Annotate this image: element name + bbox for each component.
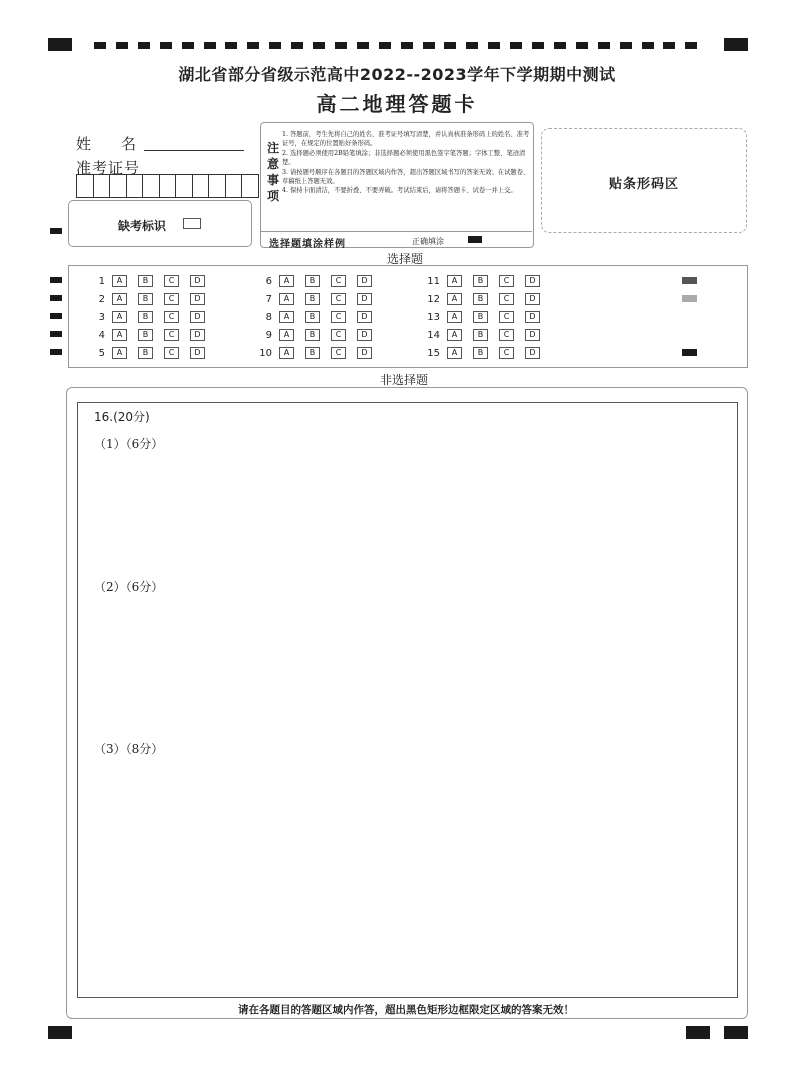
- exam-id-label: 准考证号: [76, 159, 141, 177]
- choice-question-row: [85, 310, 216, 324]
- nonchoice-section-title: 非选择题: [380, 373, 429, 387]
- absent-checkbox[interactable]: [183, 218, 201, 229]
- answer-bubble-b[interactable]: B: [305, 329, 320, 341]
- answer-bubble-a[interactable]: A: [112, 347, 127, 359]
- absent-label: 缺考标识: [118, 219, 167, 233]
- exam-id-cell[interactable]: [226, 175, 243, 197]
- answer-bubble-d[interactable]: D: [190, 329, 205, 341]
- name-field[interactable]: [144, 150, 244, 151]
- exam-id-cell[interactable]: [143, 175, 160, 197]
- sub-question-label: （2）（6分）: [94, 580, 164, 594]
- timing-dash: [225, 42, 237, 49]
- question-number: 11: [427, 275, 440, 287]
- timing-dash: [313, 42, 325, 49]
- timing-dash: [182, 42, 194, 49]
- answer-bubble-a[interactable]: A: [447, 347, 462, 359]
- choice-question-row: [252, 346, 383, 360]
- answer-bubble-b[interactable]: B: [138, 275, 153, 287]
- exam-id-cell[interactable]: [160, 175, 177, 197]
- choice-question-row: [252, 328, 383, 342]
- answer-bubble-a[interactable]: A: [279, 329, 294, 341]
- grey-mark: [682, 277, 697, 284]
- choice-question-row: [420, 328, 551, 342]
- answer-bubble-b[interactable]: B: [305, 293, 320, 305]
- question-number: 12: [427, 293, 440, 305]
- notice-item: 1. 答题前，考生先将自己的姓名、准考证号填写清楚，并认真核准条形码上的姓名、准考证号，在规定的位置贴好条形码。: [282, 131, 530, 148]
- exam-id-cell[interactable]: [127, 175, 144, 197]
- timing-dash: [291, 42, 303, 49]
- question-number: 5: [98, 347, 105, 359]
- timing-dash: [379, 42, 391, 49]
- notice-item: 4. 保持卡面清洁，不要折叠、不要弄破。考试结束后，请将答题卡、试卷一并上交。: [282, 187, 517, 195]
- answer-bubble-b[interactable]: B: [138, 311, 153, 323]
- choice-question-row: [85, 328, 216, 342]
- grey-mark-light: [682, 295, 697, 302]
- timing-dash: [488, 42, 500, 49]
- choice-question-row: [85, 274, 216, 288]
- answer-bubble-d[interactable]: D: [190, 275, 205, 287]
- question-number: 6: [265, 275, 272, 287]
- answer-bubble-a[interactable]: A: [112, 293, 127, 305]
- choice-question-row: [252, 274, 383, 288]
- timing-dash: [642, 42, 654, 49]
- notice-items: [282, 130, 530, 196]
- exam-id-grid[interactable]: [76, 174, 259, 198]
- timing-dash: [576, 42, 588, 49]
- timing-dash: [598, 42, 610, 49]
- notice-divider: [261, 231, 532, 232]
- answer-bubble-d[interactable]: D: [525, 329, 540, 341]
- question-number: 9: [265, 329, 272, 341]
- answer-bubble-d[interactable]: D: [525, 347, 540, 359]
- timing-dash: [620, 42, 632, 49]
- timing-dash: [423, 42, 435, 49]
- timing-dash: [401, 42, 413, 49]
- timing-dash: [554, 42, 566, 49]
- answer-bubble-b[interactable]: B: [473, 329, 488, 341]
- choice-question-row: [420, 292, 551, 306]
- answer-bubble-d[interactable]: D: [190, 311, 205, 323]
- exam-id-cell[interactable]: [209, 175, 226, 197]
- exam-id-cell[interactable]: [176, 175, 193, 197]
- choice-question-row: [85, 292, 216, 306]
- timing-mark-top-left: [48, 38, 72, 51]
- choice-question-row: [252, 310, 383, 324]
- timing-dash: [269, 42, 281, 49]
- answer-bubble-b[interactable]: B: [473, 293, 488, 305]
- answer-bubble-c[interactable]: C: [164, 329, 179, 341]
- answer-bubble-a[interactable]: A: [279, 347, 294, 359]
- answer-bubble-c[interactable]: C: [499, 275, 514, 287]
- choice-question-row: [252, 292, 383, 306]
- question-number: 4: [98, 329, 105, 341]
- answer-bubble-b[interactable]: B: [305, 275, 320, 287]
- answer-bubble-d[interactable]: D: [525, 293, 540, 305]
- question-number: 3: [98, 311, 105, 323]
- answer-bubble-a[interactable]: A: [112, 329, 127, 341]
- timing-mark-row: [50, 349, 62, 355]
- answer-bubble-c[interactable]: C: [331, 347, 346, 359]
- answer-bubble-c[interactable]: C: [499, 311, 514, 323]
- correct-fill-label: 正确填涂: [412, 237, 444, 246]
- answer-bubble-c[interactable]: C: [499, 329, 514, 341]
- answer-bubble-c[interactable]: C: [499, 293, 514, 305]
- fill-sample-label: 选择题填涂样例: [269, 239, 346, 250]
- answer-bubble-b[interactable]: B: [473, 275, 488, 287]
- question-number: 7: [265, 293, 272, 305]
- answer-bubble-c[interactable]: C: [164, 293, 179, 305]
- timing-mark-bottom-left: [48, 1026, 72, 1039]
- footer-warning: 请在各题目的答题区域内作答，超出黑色矩形边框限定区域的答案无效！: [238, 1004, 574, 1016]
- answer-bubble-d[interactable]: D: [357, 275, 372, 287]
- timing-dash: [466, 42, 478, 49]
- timing-dash: [663, 42, 675, 49]
- exam-id-cell[interactable]: [242, 175, 258, 197]
- choice-question-row: [420, 346, 551, 360]
- answer-bubble-a[interactable]: A: [447, 293, 462, 305]
- timing-mark-row: [50, 313, 62, 319]
- exam-title: 湖北省部分省级示范高中2022--2023学年下学期期中测试: [178, 65, 616, 84]
- answer-bubble-b[interactable]: B: [138, 293, 153, 305]
- answer-bubble-c[interactable]: C: [331, 311, 346, 323]
- answer-bubble-a[interactable]: A: [112, 275, 127, 287]
- answer-bubble-c[interactable]: C: [164, 311, 179, 323]
- timing-dash: [138, 42, 150, 49]
- answer-bubble-b[interactable]: B: [473, 311, 488, 323]
- name-label: 姓名: [76, 135, 167, 153]
- sub-question-label: （1）（6分）: [94, 437, 164, 451]
- card-subtitle: 高二地理答题卡: [316, 92, 478, 116]
- timing-dash: [160, 42, 172, 49]
- notice-item: 3. 请按题号顺序在各题目的答题区域内作答，超出答题区域书写的答案无效；在试题卷、草稿纸上答题无效。: [282, 168, 530, 186]
- answer-bubble-b[interactable]: B: [305, 347, 320, 359]
- timing-dash: [685, 42, 697, 49]
- timing-dash: [335, 42, 347, 49]
- exam-id-cell[interactable]: [77, 175, 94, 197]
- timing-mark-row: [50, 277, 62, 283]
- timing-mark-bottom-right: [686, 1026, 710, 1039]
- answer-bubble-d[interactable]: D: [190, 293, 205, 305]
- answer-bubble-d[interactable]: D: [525, 311, 540, 323]
- choice-section-title: 选择题: [387, 252, 424, 266]
- answer-bubble-c[interactable]: C: [331, 275, 346, 287]
- answer-bubble-c[interactable]: C: [331, 293, 346, 305]
- question-number: 13: [427, 311, 440, 323]
- answer-bubble-a[interactable]: A: [112, 311, 127, 323]
- answer-bubble-b[interactable]: B: [138, 347, 153, 359]
- answer-bubble-b[interactable]: B: [138, 329, 153, 341]
- question-number: 2: [98, 293, 105, 305]
- exam-id-cell[interactable]: [110, 175, 127, 197]
- timing-mark-row: [50, 331, 62, 337]
- question-number: 14: [427, 329, 440, 341]
- answer-bubble-a[interactable]: A: [447, 275, 462, 287]
- answer-bubble-a[interactable]: A: [279, 311, 294, 323]
- answer-bubble-d[interactable]: D: [190, 347, 205, 359]
- sub-question-label: （3）（8分）: [94, 742, 164, 756]
- choice-question-row: [420, 274, 551, 288]
- question-number: 15: [427, 347, 440, 359]
- question-number: 10: [259, 347, 272, 359]
- question-number: 1: [98, 275, 105, 287]
- timing-dash: [204, 42, 216, 49]
- timing-dash: [532, 42, 544, 49]
- answer-bubble-a[interactable]: A: [447, 329, 462, 341]
- exam-id-cell[interactable]: [193, 175, 210, 197]
- timing-mark-top-right: [724, 38, 748, 51]
- timing-mark-bottom-right: [724, 1026, 748, 1039]
- answer-bubble-d[interactable]: D: [357, 329, 372, 341]
- answer-bubble-d[interactable]: D: [357, 347, 372, 359]
- timing-dash: [247, 42, 259, 49]
- notice-item: 2. 选择题必须使用2B铅笔填涂；非选择题必须使用黑色签字笔答题；字体工整、笔迹清楚。: [282, 149, 526, 167]
- choice-question-row: [420, 310, 551, 324]
- answer-bubble-c[interactable]: C: [331, 329, 346, 341]
- answer-bubble-c[interactable]: C: [499, 347, 514, 359]
- answer-bubble-a[interactable]: A: [279, 275, 294, 287]
- answer-area[interactable]: [77, 402, 738, 998]
- timing-mark-row: [50, 295, 62, 301]
- correct-fill-mark: [468, 236, 482, 243]
- timing-mark-side: [50, 228, 62, 234]
- timing-dash: [94, 42, 106, 49]
- timing-dash: [444, 42, 456, 49]
- exam-id-cell[interactable]: [94, 175, 111, 197]
- question-number: 16.(20分): [94, 410, 150, 424]
- answer-bubble-d[interactable]: D: [357, 293, 372, 305]
- answer-bubble-a[interactable]: A: [447, 311, 462, 323]
- black-mark: [682, 349, 697, 356]
- timing-dash: [357, 42, 369, 49]
- barcode-label: 贴条形码区: [608, 177, 679, 192]
- answer-bubble-d[interactable]: D: [525, 275, 540, 287]
- choice-question-row: [85, 346, 216, 360]
- question-number: 8: [265, 311, 272, 323]
- answer-bubble-c[interactable]: C: [164, 347, 179, 359]
- answer-bubble-d[interactable]: D: [357, 311, 372, 323]
- answer-bubble-b[interactable]: B: [473, 347, 488, 359]
- timing-dash: [116, 42, 128, 49]
- answer-bubble-b[interactable]: B: [305, 311, 320, 323]
- notice-heading: 注意事项: [266, 141, 279, 203]
- answer-bubble-a[interactable]: A: [279, 293, 294, 305]
- timing-dash: [510, 42, 522, 49]
- answer-bubble-c[interactable]: C: [164, 275, 179, 287]
